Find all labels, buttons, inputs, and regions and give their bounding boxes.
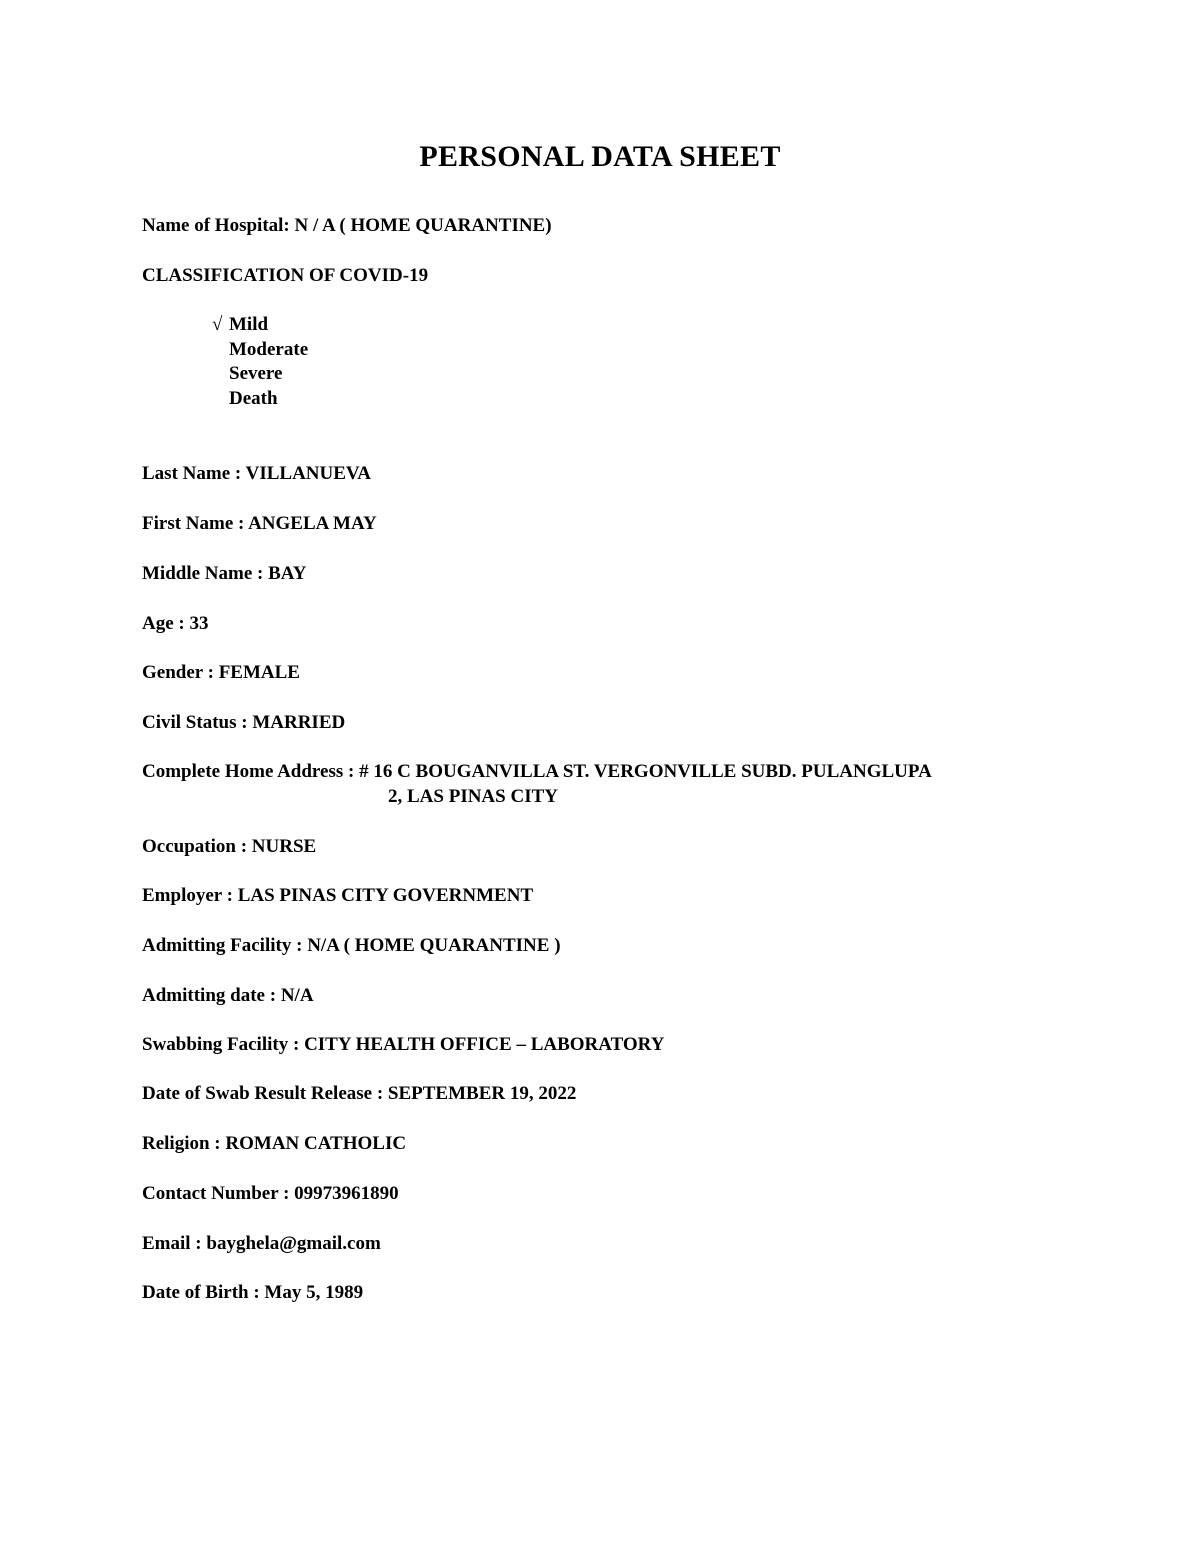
field-value: May 5, 1989 (264, 1282, 364, 1303)
field-admitting-facility (142, 934, 561, 958)
field-email (142, 1232, 381, 1256)
field-label: Admitting Facility : (142, 935, 303, 956)
field-label: Age : (142, 613, 185, 634)
field-value: N/A ( HOME QUARANTINE ) (307, 935, 561, 956)
field-religion (142, 1132, 406, 1156)
hospital-label: Name of Hospital: (142, 215, 290, 236)
check-mark-icon: √ (212, 314, 223, 335)
field-label: First Name : (142, 513, 245, 534)
field-value: N/A (280, 985, 314, 1006)
classification-option-label: Death (229, 387, 278, 409)
field-label: Swabbing Facility : (142, 1034, 300, 1055)
classification-option-mild (212, 313, 308, 338)
field-label: Last Name : (142, 463, 242, 484)
field-value: MARRIED (252, 712, 346, 733)
classification-option-severe (212, 362, 308, 387)
field-value: # 16 C BOUGANVILLA ST. VERGONVILLE SUBD. PULANGLUPA (359, 761, 932, 782)
field-occupation (142, 835, 316, 859)
field-address (142, 760, 932, 784)
field-value: 33 (189, 613, 209, 634)
field-value: 09973961890 (294, 1183, 399, 1204)
field-label: Admitting date : (142, 985, 277, 1006)
field-last-name (142, 462, 371, 486)
classification-option-label: Moderate (229, 338, 309, 360)
field-label: Civil Status : (142, 712, 248, 733)
field-value: ROMAN CATHOLIC (225, 1133, 407, 1154)
field-civil-status (142, 711, 345, 735)
classification-list (212, 313, 308, 411)
field-label: Gender : (142, 662, 214, 683)
field-address-continuation: 2, LAS PINAS CITY (388, 786, 558, 807)
field-gender (142, 661, 300, 685)
field-value: BAY (268, 563, 307, 584)
field-label: Email : (142, 1233, 202, 1254)
field-swab-result-date (142, 1082, 576, 1106)
classification-option-label: Severe (229, 363, 283, 384)
field-value: VILLANUEVA (245, 463, 371, 484)
field-middle-name (142, 562, 307, 586)
field-value: NURSE (251, 836, 317, 857)
classification-option-death (212, 387, 308, 412)
field-admitting-date (142, 984, 314, 1008)
field-label: Occupation : (142, 836, 248, 857)
field-value: FEMALE (218, 662, 300, 683)
page-title: PERSONAL DATA SHEET (419, 140, 781, 173)
field-value: bayghela@gmail.com (206, 1233, 381, 1254)
field-value: CITY HEALTH OFFICE – LABORATORY (304, 1034, 665, 1055)
field-date-of-birth (142, 1281, 363, 1305)
field-label: Employer : (142, 885, 233, 906)
classification-option-moderate (212, 338, 308, 363)
hospital-value: N / A ( HOME QUARANTINE) (294, 215, 552, 236)
field-label: Contact Number : (142, 1183, 290, 1204)
field-contact-number (142, 1182, 399, 1206)
field-age (142, 612, 208, 636)
classification-option-label: Mild (229, 314, 269, 335)
field-label: Date of Swab Result Release : (142, 1083, 384, 1104)
field-value: SEPTEMBER 19, 2022 (387, 1083, 577, 1104)
hospital-row (142, 214, 552, 238)
field-employer (142, 884, 533, 908)
field-value: ANGELA MAY (248, 513, 377, 534)
classification-heading: CLASSIFICATION OF COVID-19 (142, 265, 429, 286)
field-label: Religion : (142, 1133, 221, 1154)
field-swabbing-facility (142, 1033, 664, 1057)
field-label: Complete Home Address : (142, 761, 355, 782)
field-label: Middle Name : (142, 563, 264, 584)
field-label: Date of Birth : (142, 1282, 260, 1303)
field-value: LAS PINAS CITY GOVERNMENT (237, 885, 534, 906)
field-first-name (142, 512, 377, 536)
